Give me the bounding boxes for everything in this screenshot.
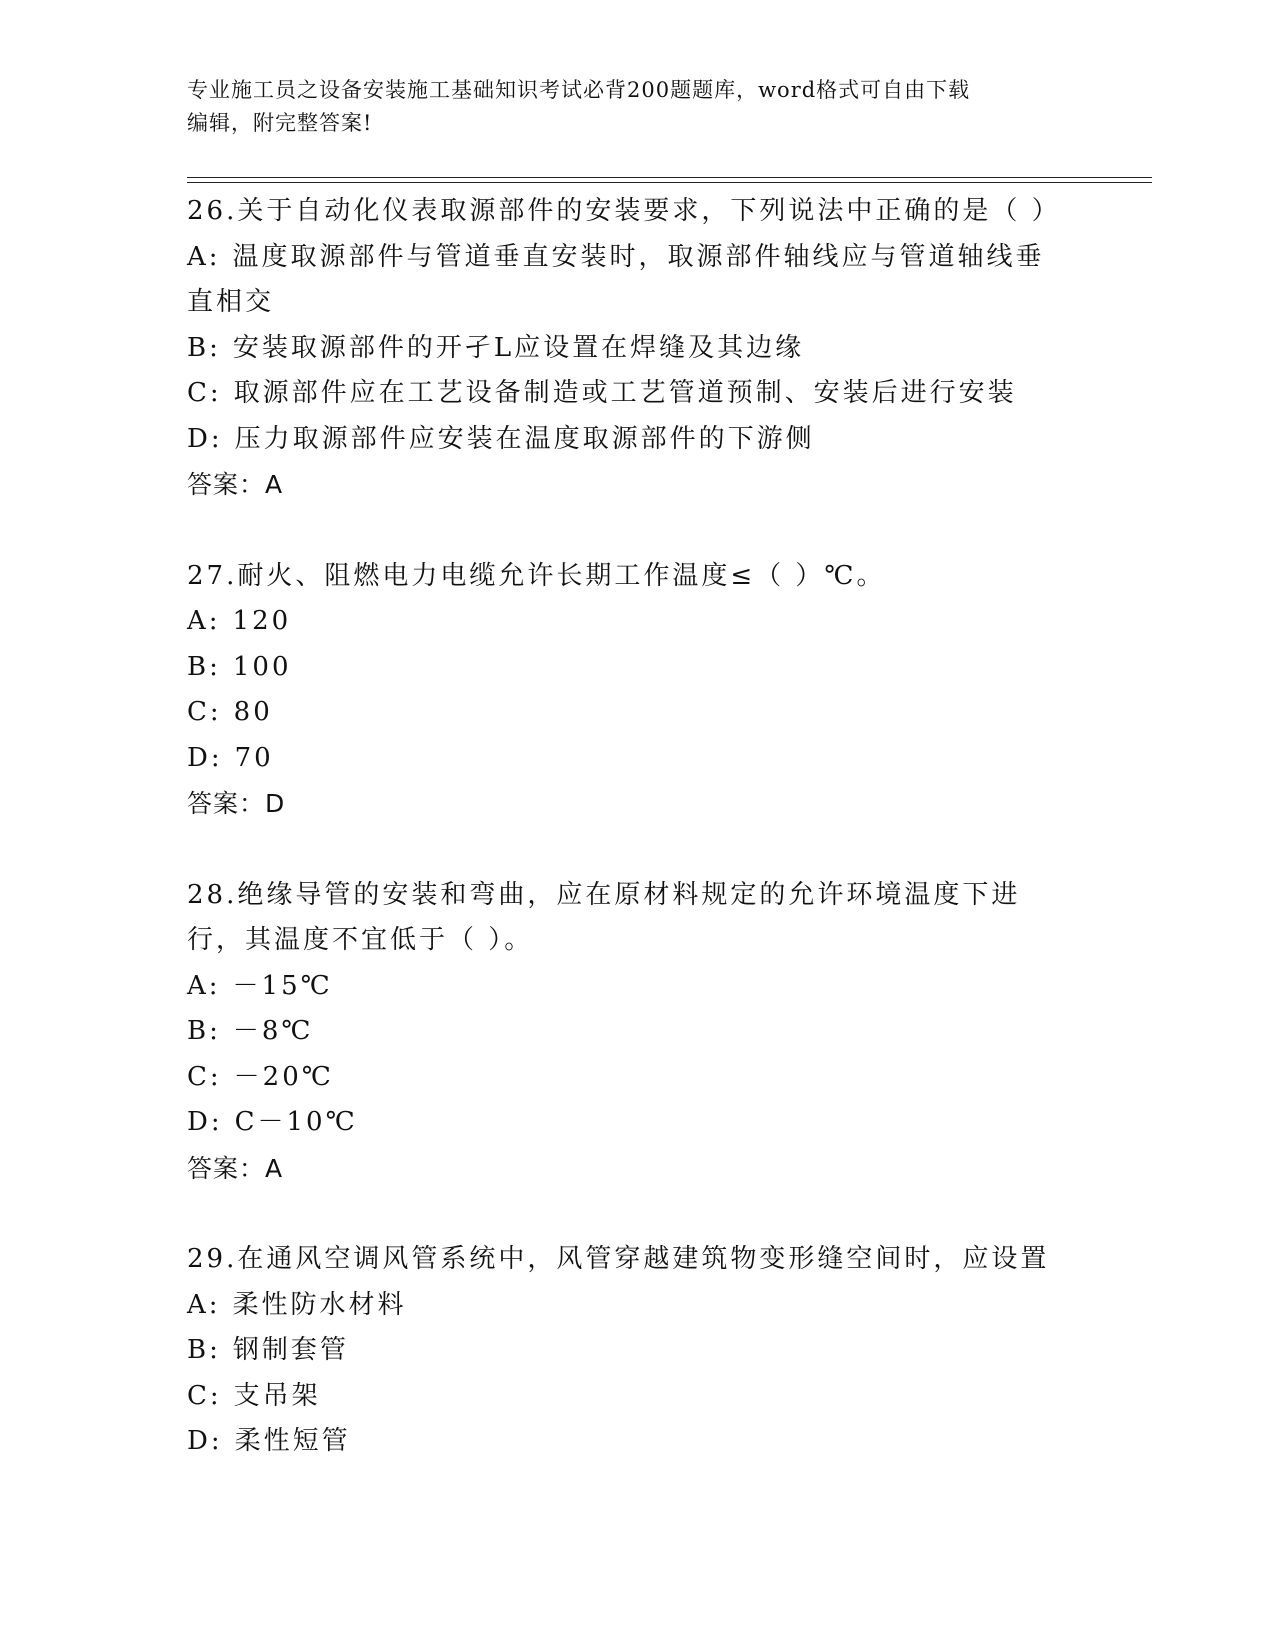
option-c: [187, 1055, 1087, 1101]
option-c: [187, 690, 1087, 736]
option-label: A:: [187, 606, 221, 636]
option-text: 支吊架: [233, 1380, 321, 1411]
question-stem: 29.在通风空调风管系统中，风管穿越建筑物变形缝空间时，应设置: [187, 1244, 1050, 1274]
document-title-line-2: 编辑，附完整答案!: [187, 111, 373, 135]
option-label: B:: [187, 332, 221, 363]
option-text: 安装取源部件的开孑L应设置在焊缝及其边缘: [232, 332, 805, 363]
option-label: B:: [187, 1016, 221, 1046]
option-label: A:: [187, 241, 221, 272]
option-label: C:: [187, 1380, 222, 1411]
option-b: [187, 326, 1087, 372]
option-label: B:: [187, 1335, 221, 1365]
question-item: [187, 554, 1087, 827]
option-a: [187, 1283, 1087, 1329]
option-text: 80: [233, 697, 273, 727]
option-text: 取源部件应在工艺设备制造或工艺管道预制、安装后进行安装: [233, 378, 1017, 408]
option-label: C:: [187, 1061, 222, 1092]
question-stem: 28.绝缘导管的安装和弯曲，应在原材料规定的允许环境温度下进行，其温度不宜低于（ ）。: [187, 879, 1021, 955]
option-d: [187, 1419, 1087, 1465]
option-b: [187, 645, 1087, 691]
question-list: [187, 189, 1087, 1465]
header-divider-top: [187, 177, 1152, 178]
option-label: D:: [187, 423, 223, 454]
question-item: [187, 873, 1087, 1192]
option-c: [187, 1374, 1087, 1420]
option-text: 70: [234, 742, 274, 773]
option-text: －20℃: [233, 1061, 334, 1092]
option-text: 120: [232, 606, 292, 636]
option-b: [187, 1328, 1087, 1374]
option-d: [187, 417, 1087, 463]
question-item: [187, 189, 1087, 508]
option-text: C－10℃: [234, 1107, 358, 1137]
option-text: 压力取源部件应安装在温度取源部件的下游侧: [234, 423, 815, 454]
option-text: 100: [232, 651, 292, 682]
option-label: D:: [187, 1426, 223, 1456]
header-divider-bottom: [187, 182, 1152, 183]
option-a: [187, 964, 1087, 1010]
option-text: －8℃: [232, 1016, 314, 1046]
option-text: 柔性防水材料: [232, 1289, 407, 1320]
option-text: 柔性短管: [234, 1426, 351, 1456]
option-label: B:: [187, 651, 221, 682]
option-b: [187, 1009, 1087, 1055]
option-a: [187, 235, 1047, 326]
option-label: C:: [187, 378, 222, 408]
option-d: [187, 1100, 1087, 1146]
answer-text: 答案：D: [187, 789, 286, 818]
option-label: D:: [187, 1107, 223, 1137]
question-item: [187, 1237, 1087, 1465]
question-stem: 26.关于自动化仪表取源部件的安装要求，下列说法中正确的是（ ）: [187, 196, 1061, 226]
question-stem: 27.耐火、阻燃电力电缆允许长期工作温度≤（ ）℃。: [187, 560, 886, 591]
option-text: 温度取源部件与管道垂直安装时，取源部件轴线应与管道轴线垂直相交: [187, 241, 1045, 317]
option-label: C:: [187, 697, 222, 727]
answer-text: 答案：A: [187, 1153, 284, 1183]
document-title-line-1: 专业施工员之设备安装施工基础知识考试必背200题题库，word格式可自由下载: [187, 78, 971, 102]
option-label: A:: [187, 970, 221, 1001]
option-label: A:: [187, 1289, 221, 1320]
option-text: 钢制套管: [232, 1335, 349, 1365]
option-d: [187, 736, 1087, 782]
option-label: D:: [187, 742, 223, 773]
option-c: [187, 371, 1087, 417]
option-a: [187, 599, 1087, 645]
document-header: [187, 74, 1067, 140]
answer-text: 答案：A: [187, 470, 284, 499]
option-text: －15℃: [232, 970, 333, 1001]
